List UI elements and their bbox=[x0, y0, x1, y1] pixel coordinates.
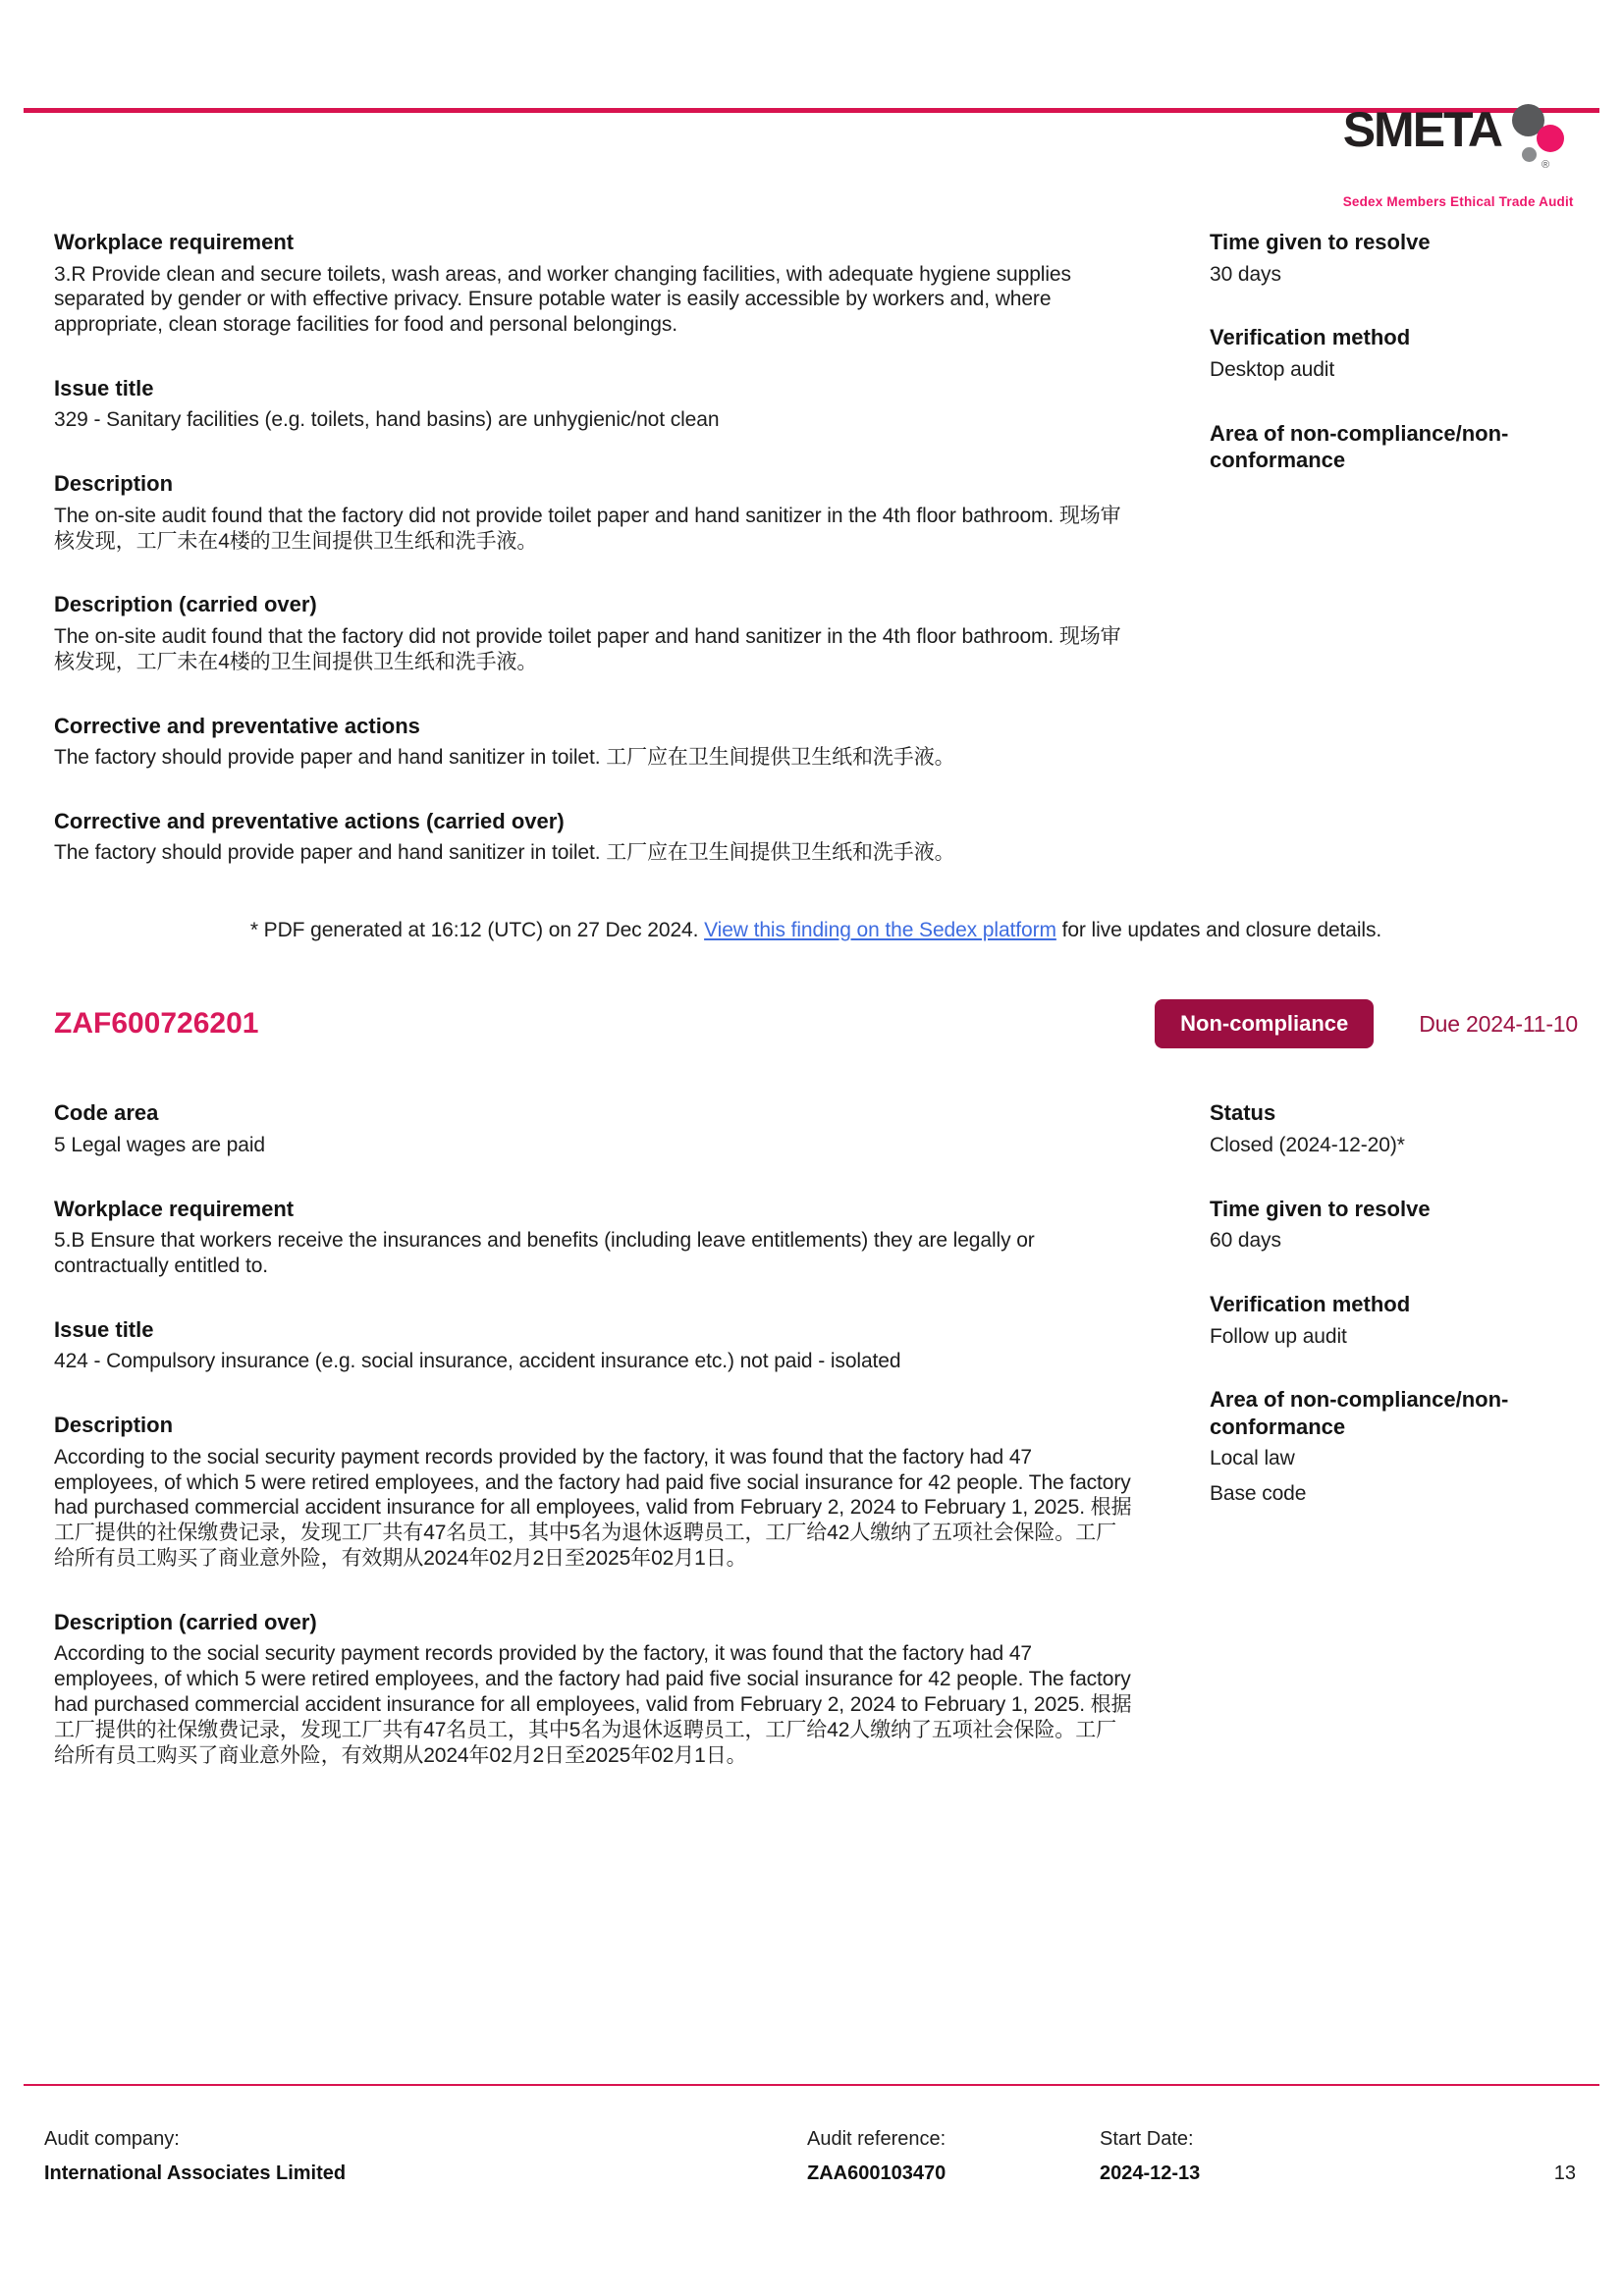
field-value: 329 - Sanitary facilities (e.g. toilets, hand basins) are unhygienic/not clean bbox=[54, 408, 720, 432]
footer-divider bbox=[24, 2084, 1599, 2086]
field-description bbox=[54, 1412, 1168, 1572]
footer-audit-reference bbox=[807, 2128, 1100, 2185]
field-value: Follow up audit bbox=[1210, 1324, 1347, 1348]
field-label: Verification method bbox=[1210, 1292, 1411, 1317]
field-value: 5 Legal wages are paid bbox=[54, 1133, 265, 1156]
audit-company-label: Audit company: bbox=[44, 2128, 180, 2150]
field-time-given-to-resolve bbox=[1210, 1196, 1573, 1254]
field-workplace-requirement bbox=[54, 1196, 1168, 1279]
finding-current-left-column bbox=[54, 1099, 1168, 1805]
field-area-of-non-compliance bbox=[1210, 1386, 1573, 1507]
field-label: Area of non-compliance/non-conformance bbox=[1210, 420, 1509, 473]
field-label: Code area bbox=[54, 1100, 159, 1126]
field-label: Corrective and preventative actions (carried over) bbox=[54, 808, 565, 833]
audit-company-value: International Associates Limited bbox=[44, 2163, 347, 2184]
audit-reference-value: ZAA600103470 bbox=[807, 2163, 947, 2184]
registered-trademark-symbol: ® bbox=[1542, 159, 1550, 171]
field-label: Issue title bbox=[54, 1316, 154, 1342]
field-value: 60 days bbox=[1210, 1229, 1281, 1253]
field-label: Description bbox=[54, 471, 174, 497]
field-value: 3.R Provide clean and secure toilets, wash areas, and worker changing facilities, with adequate hygiene supplies separated by gender or with effective privacy. Ensure potable water is easily accessible by workers and, where appropriate, clean storage facilities for food and personal belongings. bbox=[54, 262, 1071, 337]
field-label: Description (carried over) bbox=[54, 1609, 317, 1634]
field-value: The on-site audit found that the factory did not provide toilet paper and hand sanitizer in the 4th floor bathroom. 现场审核发现，工厂未在4楼的卫生间提供卫生纸和洗手液。 bbox=[54, 504, 1121, 553]
field-value: 30 days bbox=[1210, 262, 1281, 286]
field-label: Area of non-compliance/non-conformance bbox=[1210, 1387, 1509, 1439]
pdf-generated-note bbox=[54, 919, 1578, 942]
field-value: Local law bbox=[1210, 1447, 1295, 1470]
start-date-label: Start Date: bbox=[1100, 2128, 1194, 2150]
field-verification-method bbox=[1210, 324, 1573, 382]
finding-header bbox=[54, 999, 1578, 1048]
page-number: 13 bbox=[1553, 2163, 1576, 2184]
field-value: 5.B Ensure that workers receive the insurances and benefits (including leave entitlements) they are legally or contractually entitled to. bbox=[54, 1229, 1035, 1278]
field-value: According to the social security payment records provided by the factory, it was found that the factory had 47 employees, of which 5 were retired employees, and the factory had paid five social insurance for 42 people. The factory had purchased commercial accident insurance for all employees, valid from February 2, 2024 to February 1, 2025. 根据工厂提供的社保缴费记录，发现工厂共有47名员工，其中5名为退休返聘员工，工厂给42人缴纳了五项社会保险。工厂给所有员工购买了商业意外险，有效期从2024年02月2日至2025年02月1日。 bbox=[54, 1642, 1132, 1767]
field-verification-method bbox=[1210, 1291, 1573, 1349]
field-description bbox=[54, 470, 1168, 554]
field-label: Issue title bbox=[54, 375, 154, 400]
field-issue-title bbox=[54, 375, 1168, 433]
footer-start-date bbox=[1100, 2128, 1554, 2185]
field-label: Verification method bbox=[1210, 325, 1411, 350]
sedex-platform-link[interactable]: View this finding on the Sedex platform bbox=[704, 919, 1056, 942]
page-footer bbox=[0, 2084, 1623, 2185]
field-status bbox=[1210, 1099, 1573, 1157]
smeta-logo-text: SMETA bbox=[1342, 102, 1501, 157]
field-label: Workplace requirement bbox=[54, 230, 295, 254]
field-corrective-actions-carried-over bbox=[54, 808, 1168, 866]
note-suffix: for live updates and closure details. bbox=[1055, 919, 1382, 942]
field-value: The factory should provide paper and hand sanitizer in toilet. 工厂应在卫生间提供卫生纸和洗手液。 bbox=[54, 841, 955, 865]
field-value: Desktop audit bbox=[1210, 357, 1335, 381]
field-label: Description (carried over) bbox=[54, 592, 317, 617]
logo-dot-pink bbox=[1537, 125, 1564, 152]
finding-current-columns bbox=[54, 1099, 1578, 1805]
finding-prev-right-column bbox=[1210, 229, 1573, 903]
field-description-carried-over bbox=[54, 1609, 1168, 1769]
field-label: Workplace requirement bbox=[54, 1196, 295, 1221]
finding-id: ZAF600726201 bbox=[54, 1007, 259, 1041]
field-corrective-actions bbox=[54, 713, 1168, 771]
field-value: 424 - Compulsory insurance (e.g. social insurance, accident insurance etc.) not paid - isolated bbox=[54, 1350, 901, 1373]
audit-reference-label: Audit reference: bbox=[807, 2128, 947, 2150]
field-value: Closed (2024-12-20)* bbox=[1210, 1133, 1405, 1156]
footer-audit-company bbox=[44, 2128, 807, 2185]
field-value: According to the social security payment records provided by the factory, it was found that the factory had 47 employees, of which 5 were retired employees, and the factory had paid five social insurance for 42 people. The factory had purchased commercial accident insurance for all employees, valid from February 2, 2024 to February 1, 2025. 根据工厂提供的社保缴费记录，发现工厂共有47名员工，其中5名为退休返聘员工，工厂给42人缴纳了五项社会保险。工厂给所有员工购买了商业意外险，有效期从2024年02月2日至2025年02月1日。 bbox=[54, 1445, 1132, 1571]
field-issue-title bbox=[54, 1316, 1168, 1374]
smeta-logo-subtitle: Sedex Members Ethical Trade Audit bbox=[1342, 194, 1574, 209]
logo-dot-gray-small bbox=[1522, 147, 1537, 162]
note-prefix: * PDF generated at 16:12 (UTC) on 27 Dec 2024. bbox=[249, 919, 705, 942]
smeta-logo-dots-icon bbox=[1503, 108, 1574, 190]
field-label: Time given to resolve bbox=[1210, 230, 1431, 254]
finding-current-right-column bbox=[1210, 1099, 1573, 1805]
field-label: Corrective and preventative actions bbox=[54, 713, 420, 738]
finding-prev-left-column bbox=[54, 229, 1168, 903]
field-time-given-to-resolve bbox=[1210, 229, 1573, 287]
field-value: The on-site audit found that the factory did not provide toilet paper and hand sanitizer in the 4th floor bathroom. 现场审核发现，工厂未在4楼的卫生间提供卫生纸和洗手液。 bbox=[54, 624, 1121, 673]
non-compliance-badge: Non-compliance bbox=[1155, 999, 1374, 1048]
field-code-area bbox=[54, 1099, 1168, 1157]
field-value: Base code bbox=[1210, 1482, 1307, 1506]
field-area-of-non-compliance bbox=[1210, 420, 1573, 474]
field-label: Status bbox=[1210, 1100, 1276, 1126]
main-content bbox=[0, 113, 1623, 1806]
page-header bbox=[0, 0, 1623, 209]
field-value: The factory should provide paper and hand sanitizer in toilet. 工厂应在卫生间提供卫生纸和洗手液。 bbox=[54, 746, 955, 770]
due-date-text: Due 2024-11-10 bbox=[1419, 1010, 1578, 1037]
field-description-carried-over bbox=[54, 591, 1168, 674]
field-label: Description bbox=[54, 1413, 174, 1438]
finding-prev-columns bbox=[54, 229, 1578, 903]
field-label: Time given to resolve bbox=[1210, 1196, 1431, 1221]
start-date-value: 2024-12-13 bbox=[1100, 2163, 1201, 2184]
field-workplace-requirement bbox=[54, 229, 1168, 338]
